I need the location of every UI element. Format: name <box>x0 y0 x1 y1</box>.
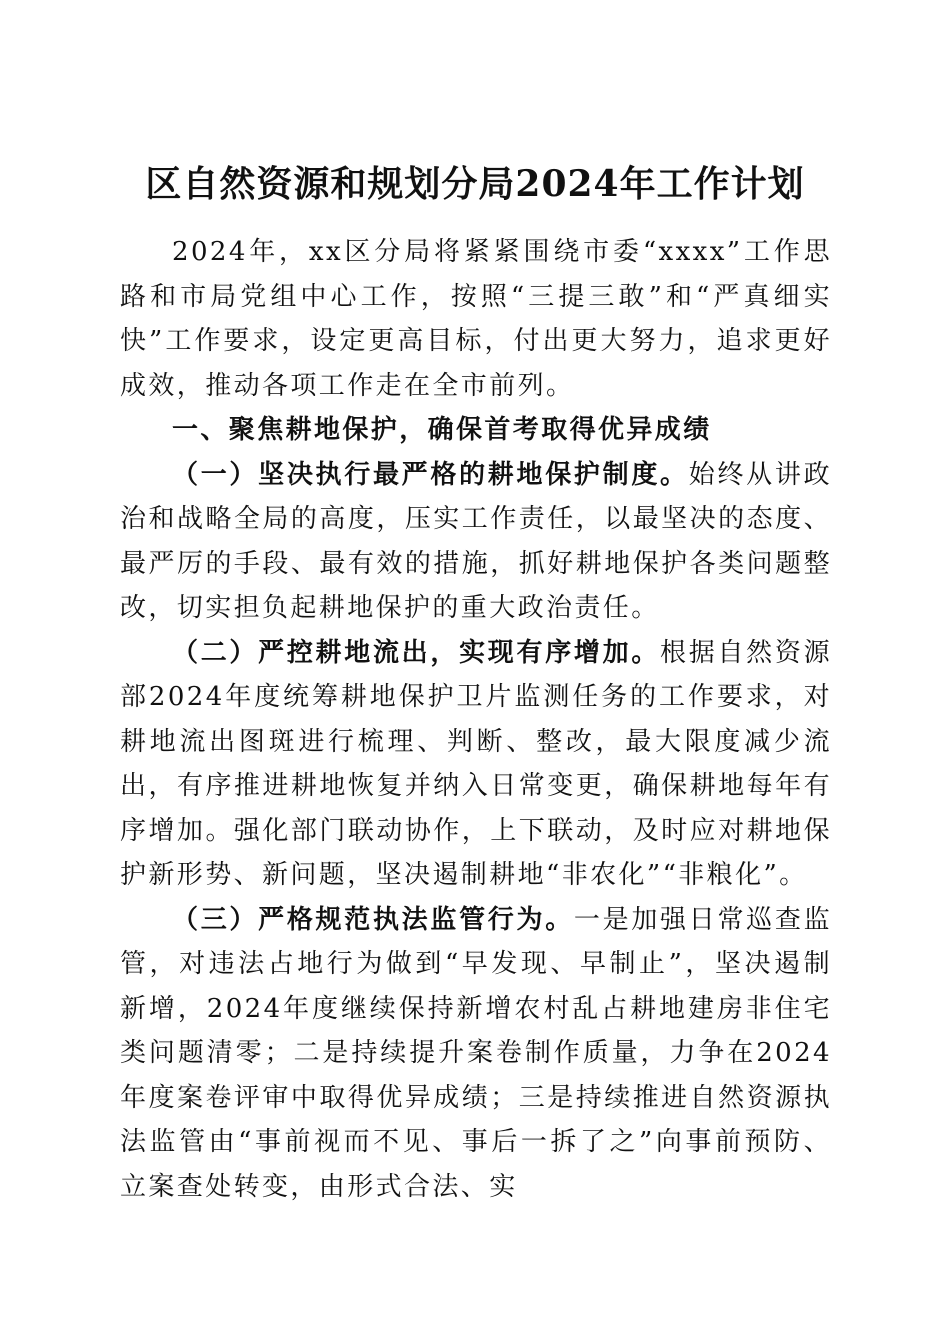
section-item-2 <box>120 631 832 898</box>
item-text: 一是加强日常巡查监管，对违法占地行为做到“早发现、早制止”，坚决遏制新增，2024年度继续保持新增农村乱占耕地建房非住宅类问题清零；二是持续提升案卷制作质量，力争在2024年度案卷评审中取得优异成绩；三是持续推进自然资源执法监管由“事前视而不见、事后一拆了之”向事前预防、立案查处转变，由形式合法、实 <box>120 904 832 1202</box>
document-title: 区自然资源和规划分局2024年工作计划 <box>145 163 805 206</box>
item-lead: （二）严控耕地流出，实现有序增加。 <box>172 637 661 668</box>
section-item-1 <box>120 453 832 631</box>
item-lead: （三）严格规范执法监管行为。 <box>172 904 574 935</box>
document-body <box>120 230 832 1209</box>
section-heading: 一、聚焦耕地保护，确保首考取得优异成绩 <box>172 415 712 445</box>
intro-paragraph: 2024年，xx区分局将紧紧围绕市委“xxxx”工作思路和市局党组中心工作，按照“三提三敢”和“严真细实快”工作要求，设定更高目标，付出更大努力，追求更好成效，推动各项工作走在全市前列。 <box>120 237 832 401</box>
section-item-3 <box>120 898 832 1210</box>
item-lead: （一）坚决执行最严格的耕地保护制度。 <box>172 459 689 490</box>
item-text: 根据自然资源部2024年度统筹耕地保护卫片监测任务的工作要求，对耕地流出图斑进行梳理、判断、整改，最大限度减少流出，有序推进耕地恢复并纳入日常变更，确保耕地每年有序增加。强化部门联动协作，上下联动，及时应对耕地保护新形势、新问题，坚决遏制耕地“非农化”“非粮化”。 <box>120 637 832 890</box>
item-text: 始终从讲政治和战略全局的高度，压实工作责任，以最坚决的态度、最严厉的手段、最有效的措施，抓好耕地保护各类问题整改，切实担负起耕地保护的重大政治责任。 <box>120 459 832 623</box>
